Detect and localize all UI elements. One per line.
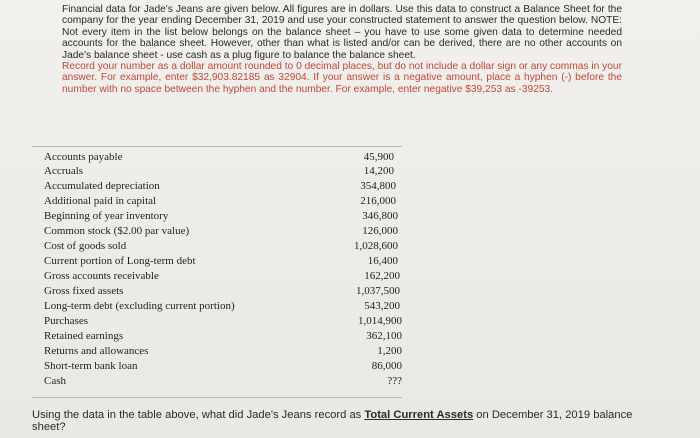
row-value: 162,200 — [364, 270, 400, 282]
question — [32, 410, 652, 434]
table-row — [32, 255, 402, 270]
answer-format-instructions: Record your number as a dollar amount rounded to 0 decimal places, but do not include a dollar sign or any commas in your answer. For example, enter $32,903.82185 as 32904. If your answer is a negative amount, place a hyphen (-) before the number with no space between the hyphen and the number. For example, enter negative $39,253 as -39253. — [62, 61, 622, 95]
row-label: Accounts payable — [44, 151, 123, 163]
row-label: Long-term debt (excluding current portion) — [44, 300, 235, 312]
table-row — [32, 345, 402, 360]
table-row — [32, 300, 402, 315]
row-value: 45,900 — [363, 151, 394, 163]
row-value: 362,100 — [366, 330, 402, 342]
table-row — [32, 165, 402, 180]
row-value: 346,800 — [362, 210, 398, 222]
row-value: 126,000 — [362, 225, 398, 237]
row-value: 216,000 — [360, 195, 396, 207]
table-row — [32, 315, 402, 330]
financial-data-table — [32, 146, 402, 398]
row-value: 16,400 — [367, 255, 398, 267]
table-row — [32, 210, 402, 225]
question-emphasis: Total Current Assets — [364, 409, 474, 421]
row-value: 86,000 — [371, 360, 402, 372]
row-label: Cost of goods sold — [44, 240, 127, 252]
row-label: Common stock ($2.00 par value) — [44, 225, 190, 237]
row-label: Gross fixed assets — [44, 285, 124, 297]
table-row — [32, 151, 402, 166]
row-value: 1,014,900 — [358, 315, 402, 327]
row-label: Returns and allowances — [44, 345, 149, 357]
row-label: Retained earnings — [44, 330, 124, 342]
row-label: Short-term bank loan — [44, 360, 138, 372]
row-label: Accumulated depreciation — [44, 180, 160, 192]
row-label: Gross accounts receivable — [44, 270, 159, 282]
instructions — [62, 4, 622, 95]
row-value: 1,028,600 — [354, 240, 398, 252]
row-label: Accruals — [44, 165, 84, 177]
table-row — [32, 375, 402, 390]
question-tail: on December 31, 2019 balance sheet? — [32, 409, 633, 433]
table-row — [32, 360, 402, 375]
table-row — [32, 285, 402, 300]
row-value: 1,200 — [377, 345, 402, 357]
instructions-paragraph: Financial data for Jade's Jeans are given below. All figures are in dollars. Use this data to construct a Balance Sheet for the company for the year ending December 31, 2019 and use your constructed statement to answer the question below. NOTE: Not every item in the list below belongs on the balance sheet – you have to use some given data to determine needed accounts for the balance sheet. However, other than what is listed and/or can be derived, there are no other accounts on Jade's balance sheet - use cash as a plug figure to balance the balance sheet. — [62, 4, 622, 61]
table-row — [32, 180, 402, 195]
row-value: 14,200 — [363, 165, 394, 177]
table-row — [32, 195, 402, 210]
question-lead: Using the data in the table above, what did Jade's Jeans record as — [32, 409, 365, 421]
row-value: 543,200 — [364, 300, 400, 312]
table-row — [32, 225, 402, 240]
row-label: Purchases — [44, 315, 88, 327]
row-value: ??? — [387, 375, 402, 387]
question-text — [32, 410, 652, 434]
table-row — [32, 270, 402, 285]
table-row — [32, 240, 402, 255]
row-label: Beginning of year inventory — [44, 210, 169, 222]
row-value: 1,037,500 — [356, 285, 400, 297]
row-value: 354,800 — [360, 180, 396, 192]
table-row — [32, 330, 402, 345]
row-label: Cash — [44, 375, 66, 387]
row-label: Current portion of Long-term debt — [44, 255, 196, 267]
row-label: Additional paid in capital — [44, 195, 157, 207]
